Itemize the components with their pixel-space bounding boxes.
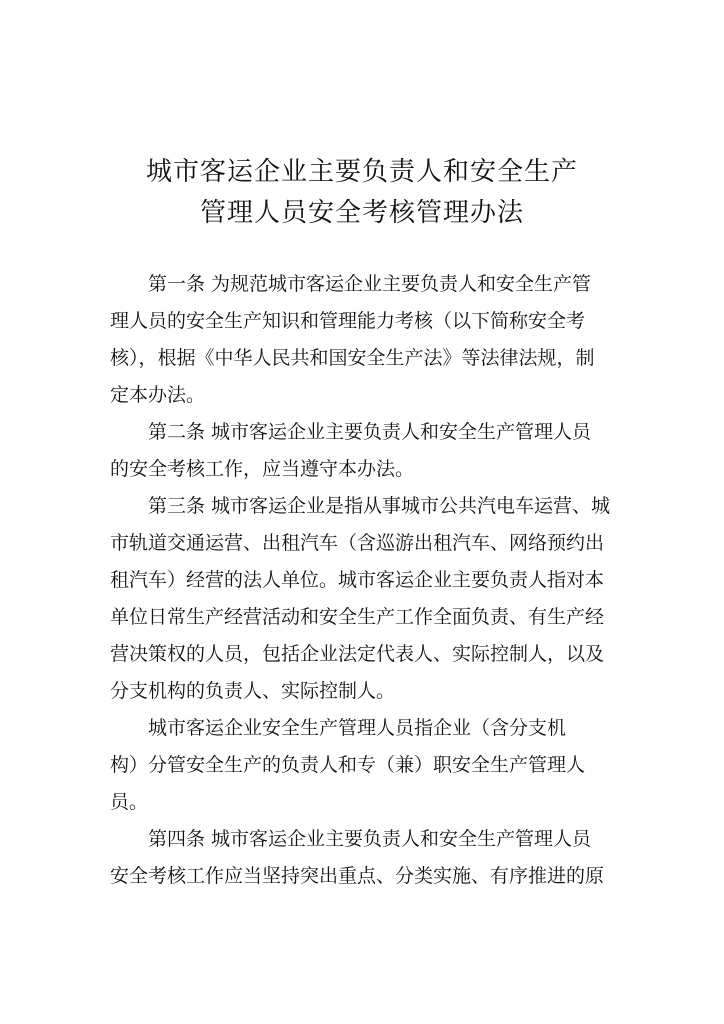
text-line: 理人员的安全生产知识和管理能力考核（以下简称安全考 <box>110 310 586 332</box>
text-line: 员。 <box>110 791 149 813</box>
text-line: 核），根据《中华人民共和国安全生产法》等法律法规，制 <box>110 347 595 369</box>
text-line: 的安全考核工作，应当遵守本办法。 <box>110 458 415 480</box>
text-line: 市轨道交通运营、出租汽车（含巡游出租汽车、网络预约出 <box>110 532 605 554</box>
document-title-line-1: 城市客运企业主要负责人和安全生产 <box>145 157 578 187</box>
text-line: 营决策权的人员，包括企业法定代表人、实际控制人，以及 <box>110 643 605 665</box>
text-line: 第一条 为规范城市客运企业主要负责人和安全生产管 <box>148 273 592 295</box>
text-line: 第二条 城市客运企业主要负责人和安全生产管理人员 <box>148 421 592 443</box>
text-line: 第四条 城市客运企业主要负责人和安全生产管理人员 <box>148 828 592 850</box>
document-body <box>110 266 620 895</box>
text-line: 租汽车）经营的法人单位。城市客运企业主要负责人指对本 <box>110 569 605 591</box>
text-line: 第三条 城市客运企业是指从事城市公共汽电车运营、城 <box>148 495 611 517</box>
text-line: 城市客运企业安全生产管理人员指企业（含分支机 <box>148 717 567 739</box>
text-line: 分支机构的负责人、实际控制人。 <box>110 680 396 702</box>
document-title-line-2: 管理人员安全考核管理办法 <box>199 198 524 228</box>
text-line: 定本办法。 <box>110 384 206 406</box>
text-line: 单位日常生产经营活动和安全生产工作全面负责、有生产经 <box>110 606 605 628</box>
text-line: 安全考核工作应当坚持突出重点、分类实施、有序推进的原 <box>110 865 605 887</box>
text-line: 构）分管安全生产的负责人和专（兼）职安全生产管理人 <box>110 754 586 776</box>
